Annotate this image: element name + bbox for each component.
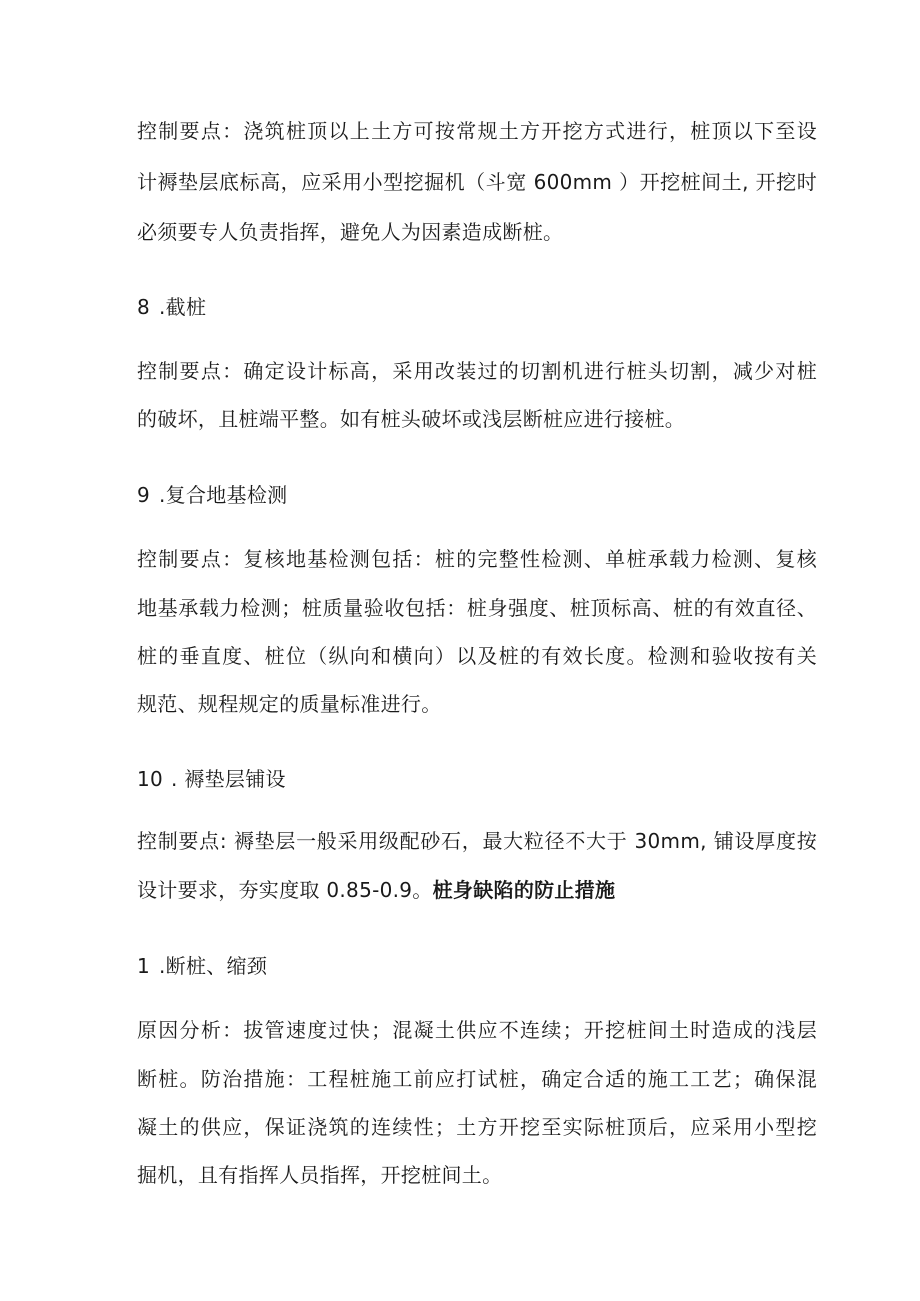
section-number: 10 bbox=[137, 767, 164, 791]
section-number: 9 bbox=[137, 483, 151, 507]
paragraph-line: 规范、规程规定的质量标准进行。 bbox=[137, 692, 442, 716]
paragraph-line: 控制要点：确定设计标高，采用改装过的切割机进行桩头切割，减少对桩 bbox=[137, 359, 817, 383]
paragraph-line bbox=[137, 876, 817, 904]
paragraph-line: 的破坏，且桩端平整。如有桩头破坏或浅层断桩应进行接桩。 bbox=[137, 407, 686, 431]
section-heading bbox=[137, 293, 817, 321]
section-number: 8 bbox=[137, 295, 151, 319]
section-title: .复合地基检测 bbox=[159, 483, 288, 507]
paragraph-line: 断桩。防治措施：工程桩施工前应打试桩，确定合适的施工工艺；确保混 bbox=[137, 1067, 817, 1091]
section-heading bbox=[137, 952, 817, 980]
paragraph-line: 控制要点：浇筑桩顶以上土方可按常规土方开挖方式进行，桩顶以下至设 bbox=[137, 119, 817, 143]
section-number: 1 bbox=[137, 954, 151, 978]
paragraph-line: 控制要点: 褥垫层一般采用级配砂石，最大粒径不大于 30mm, 铺设厚度按 bbox=[137, 829, 817, 853]
section-heading bbox=[137, 481, 817, 509]
paragraph-line: 地基承载力检测；桩质量验收包括：桩身强度、桩顶标高、桩的有效直径、 bbox=[137, 596, 817, 620]
paragraph-text: 设计要求，夯实度取 0.85-0.9。 bbox=[137, 878, 433, 902]
section-title: .断桩、缩颈 bbox=[159, 954, 268, 978]
paragraph-line: 计褥垫层底标高，应采用小型挖掘机（斗宽 600mm ）开挖桩间土, 开挖时 bbox=[137, 170, 817, 194]
paragraph-line: 桩的垂直度、桩位（纵向和横向）以及桩的有效长度。检测和验收按有关 bbox=[137, 644, 817, 668]
paragraph-line: 必须要专人负责指挥，避免人为因素造成断桩。 bbox=[137, 220, 564, 244]
section-title: .截桩 bbox=[159, 295, 207, 319]
section-title: . 褥垫层铺设 bbox=[171, 767, 286, 791]
paragraph-line: 原因分析：拔管速度过快；混凝土供应不连续；开挖桩间土时造成的浅层 bbox=[137, 1018, 817, 1042]
paragraph-line: 凝土的供应，保证浇筑的连续性；土方开挖至实际桩顶后，应采用小型挖 bbox=[137, 1115, 817, 1139]
paragraph-line: 掘机，且有指挥人员指挥，开挖桩间土。 bbox=[137, 1163, 503, 1187]
bold-heading: 桩身缺陷的防止措施 bbox=[432, 878, 616, 902]
paragraph-line: 控制要点：复核地基检测包括：桩的完整性检测、单桩承载力检测、复核 bbox=[137, 547, 817, 571]
section-heading bbox=[137, 765, 817, 793]
